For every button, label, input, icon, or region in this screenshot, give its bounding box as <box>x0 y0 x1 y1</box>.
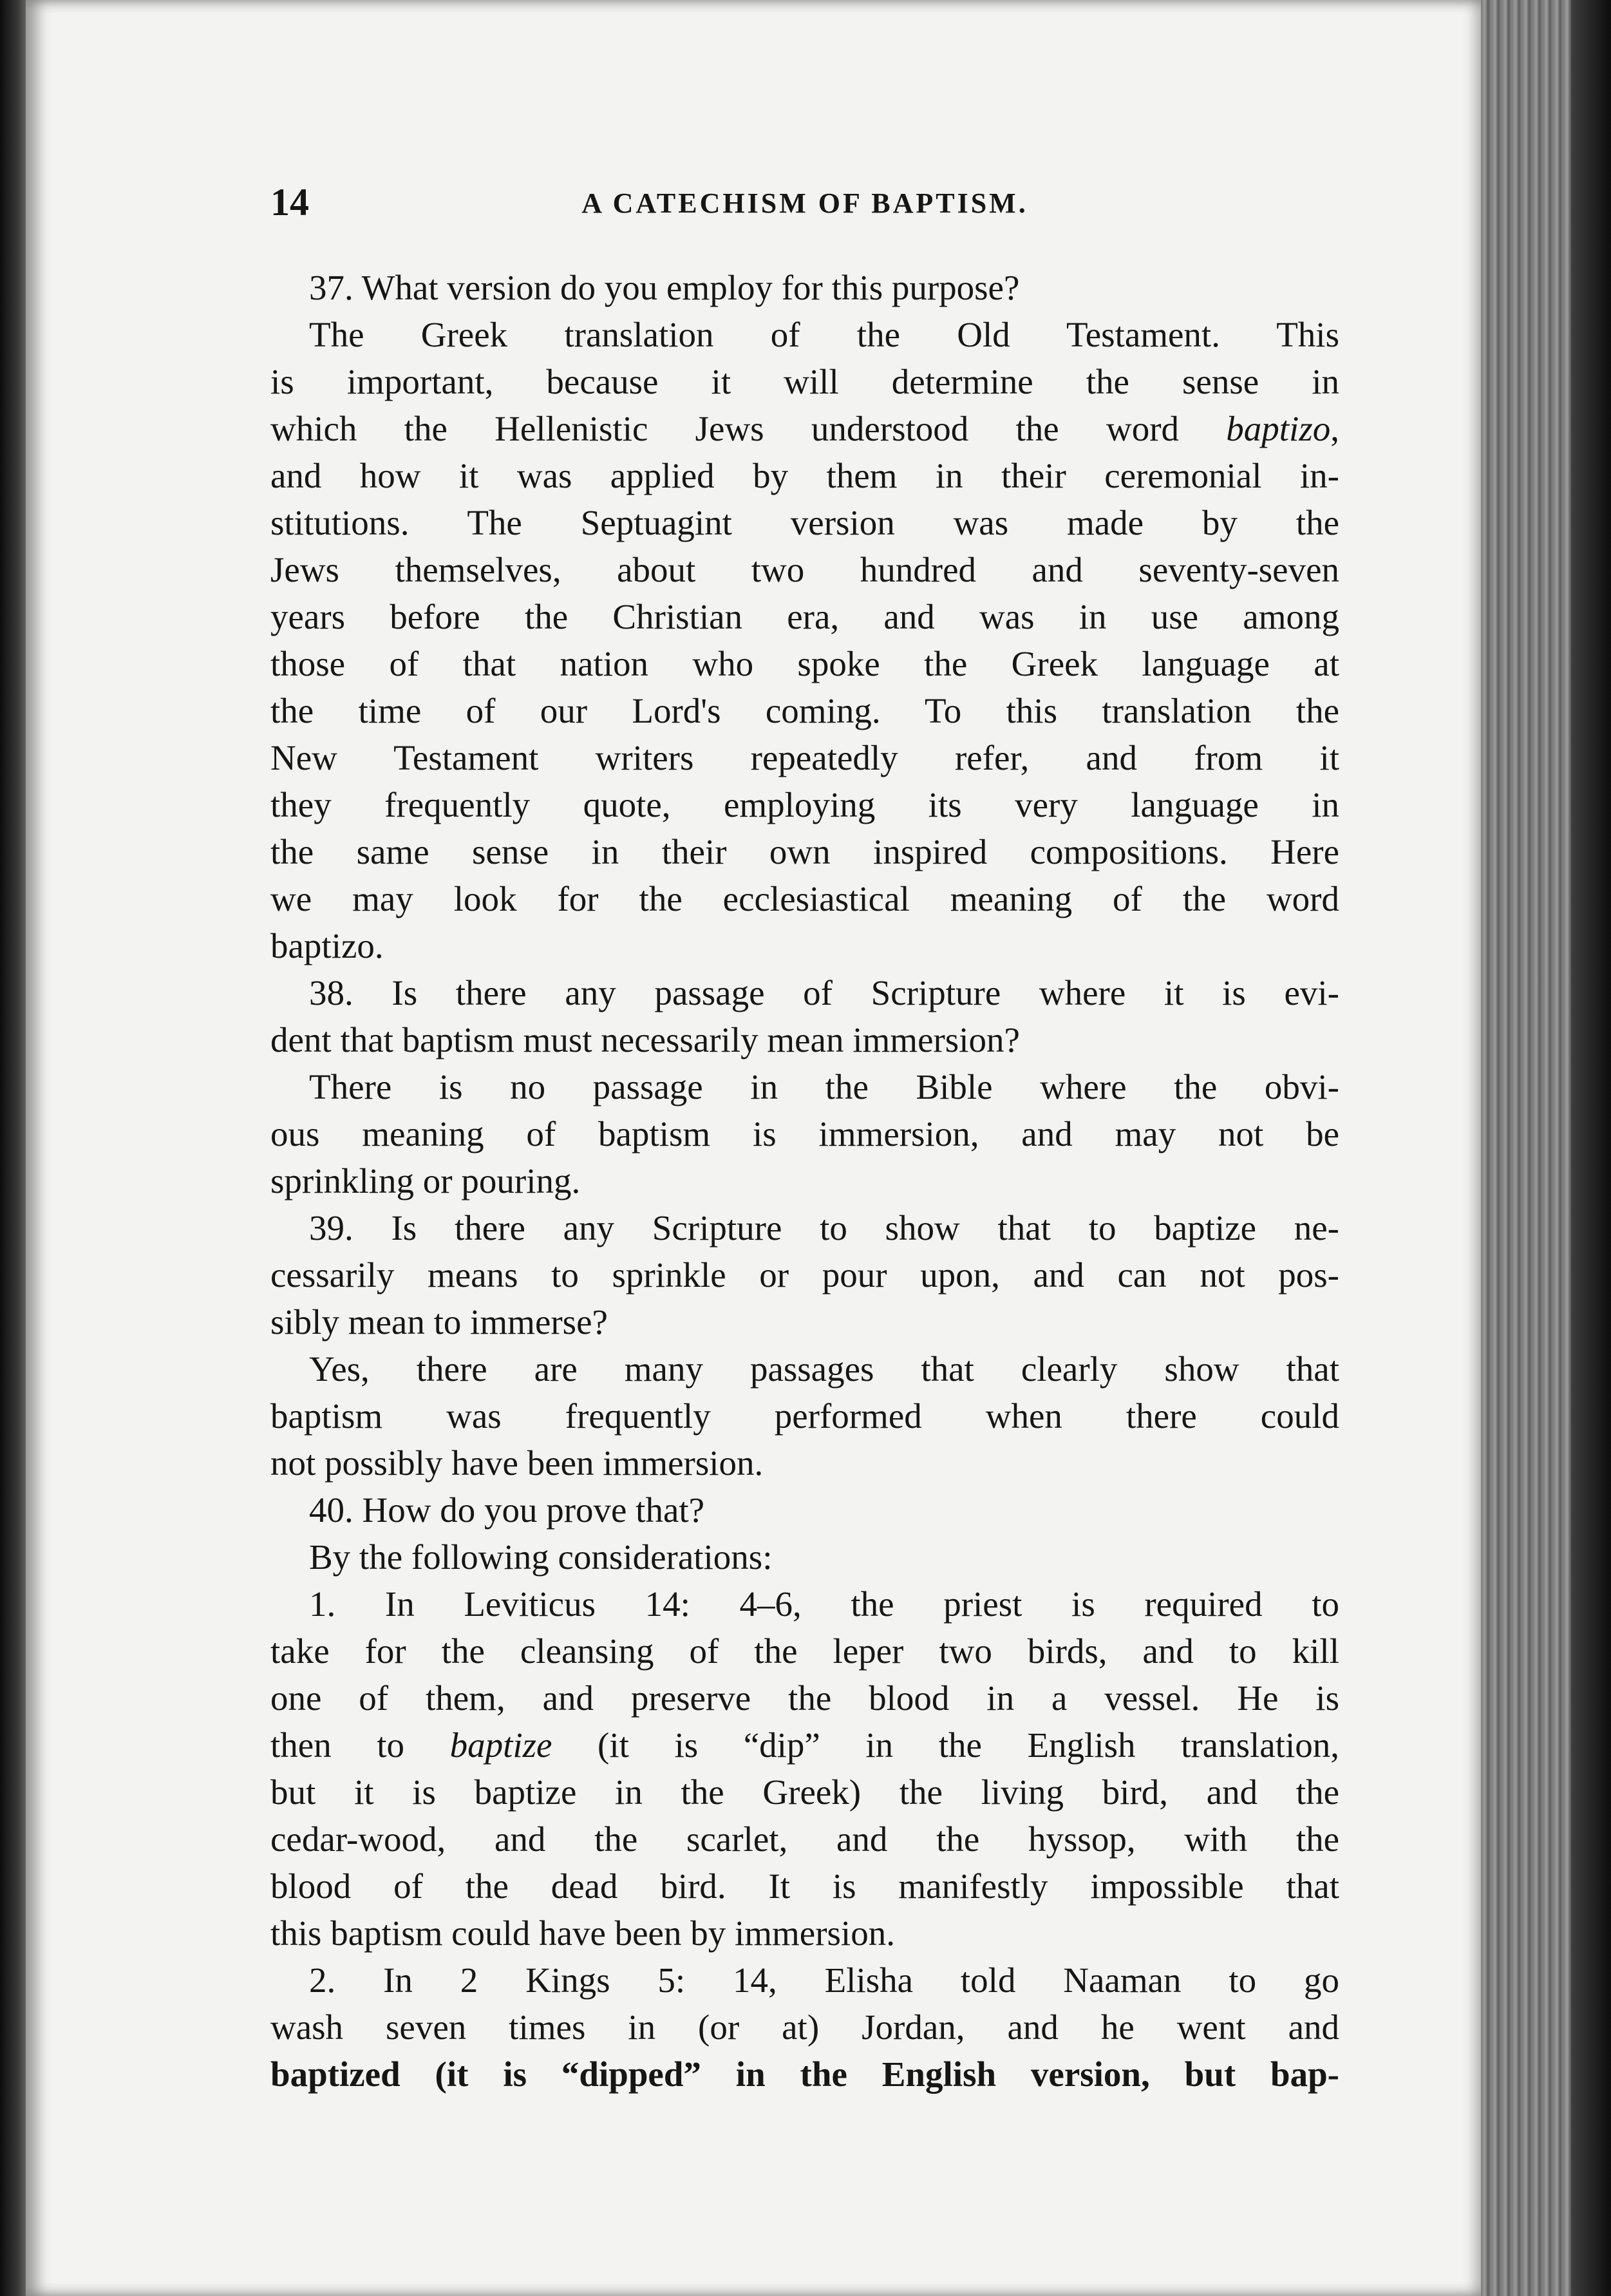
text-line: is important, because it will determine the sense in <box>270 362 1339 401</box>
body-text <box>270 264 1339 2098</box>
text-line: New Testament writers repeatedly refer, and from it <box>270 738 1339 777</box>
text-line: baptism was frequently performed when there could <box>270 1396 1339 1436</box>
text-line: they frequently quote, employing its very language in <box>270 785 1339 824</box>
text-line: which the Hellenistic Jews understood the word baptizo, <box>270 409 1339 448</box>
text-line: 37. What version do you employ for this purpose? <box>309 268 1020 307</box>
text-line: 40. How do you prove that? <box>309 1490 705 1530</box>
text-line: sprinkling or pouring. <box>270 1161 581 1200</box>
text-line: stitutions. The Septuagint version was made by the <box>270 503 1339 542</box>
text-line: and how it was applied by them in their ceremonial in- <box>270 456 1339 495</box>
text-line: then to baptize (it is “dip” in the English translation, <box>270 1725 1339 1765</box>
italic-word: baptizo <box>1226 409 1331 448</box>
text-line: The Greek translation of the Old Testament. This <box>309 315 1339 354</box>
page-content <box>270 174 1339 2098</box>
text-line: this baptism could have been by immersion. <box>270 1913 895 1953</box>
text-line: the time of our Lord's coming. To this translation the <box>270 691 1339 730</box>
text-line: By the following considerations: <box>309 1537 773 1577</box>
text-line: baptizo. <box>270 926 384 965</box>
text-line: 1. In Leviticus 14: 4–6, the priest is required to <box>309 1584 1339 1624</box>
text-line: Yes, there are many passages that clearly show that <box>309 1349 1339 1389</box>
text-line: wash seven times in (or at) Jordan, and he went and <box>270 2007 1339 2047</box>
text-line: 2. In 2 Kings 5: 14, Elisha told Naaman to go <box>309 1960 1339 2000</box>
text-line: 39. Is there any Scripture to show that to baptize ne- <box>309 1208 1339 1248</box>
text-line: years before the Christian era, and was in use among <box>270 597 1339 636</box>
text-line: one of them, and preserve the blood in a vessel. He is <box>270 1678 1339 1718</box>
text-line: There is no passage in the Bible where the obvi- <box>309 1067 1339 1106</box>
text-line: sibly mean to immerse? <box>270 1302 608 1342</box>
text-line: 38. Is there any passage of Scripture where it is evi- <box>309 973 1339 1012</box>
italic-word: baptize <box>449 1725 552 1765</box>
text-line: baptized (it is “dipped” in the English version, but bap- <box>270 2054 1339 2094</box>
page-edge-shadow <box>1571 0 1611 2296</box>
text-line: we may look for the ecclesiastical meaning of the word <box>270 879 1339 918</box>
text-line: cessarily means to sprinkle or pour upon, and can not pos- <box>270 1255 1339 1295</box>
text-line: cedar-wood, and the scarlet, and the hyssop, with the <box>270 1819 1339 1859</box>
text-line: not possibly have been immersion. <box>270 1443 764 1483</box>
page-number: 14 <box>270 181 309 223</box>
text-line: those of that nation who spoke the Greek language at <box>270 644 1339 683</box>
text-line: take for the cleansing of the leper two birds, and to kill <box>270 1631 1339 1671</box>
running-head: A CATECHISM OF BAPTISM. <box>581 187 1028 219</box>
text-line: blood of the dead bird. It is manifestly impossible that <box>270 1866 1339 1906</box>
text-line: Jews themselves, about two hundred and seventy-seven <box>270 550 1339 589</box>
text-line: ous meaning of baptism is immersion, and may not be <box>270 1114 1339 1153</box>
text-line: dent that baptism must necessarily mean immersion? <box>270 1020 1020 1059</box>
text-line: the same sense in their own inspired compositions. Here <box>270 832 1339 871</box>
page-header <box>270 174 1339 245</box>
text-line: but it is baptize in the Greek) the living bird, and the <box>270 1772 1339 1812</box>
